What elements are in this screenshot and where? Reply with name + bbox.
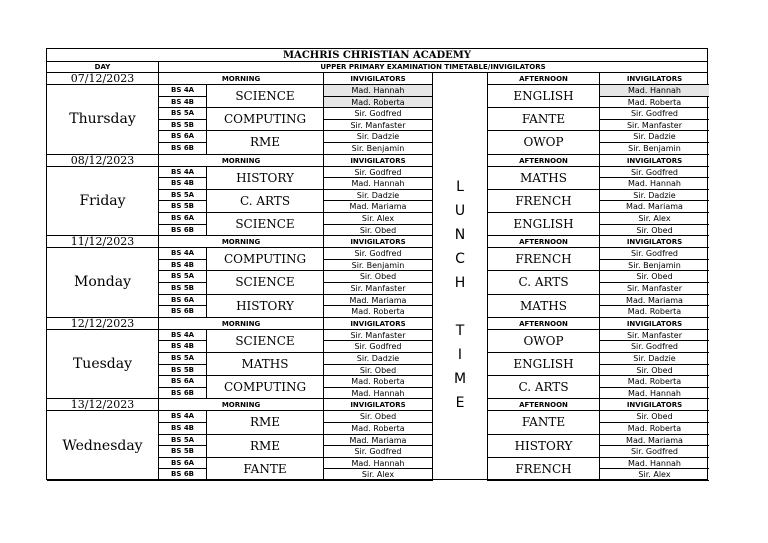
class-label: BS 4B	[159, 341, 207, 353]
afternoon-subject: HISTORY	[488, 435, 600, 458]
morning-invigilator: Sir. Obed	[324, 225, 433, 237]
morning-invigilator: Mad. Roberta	[324, 376, 433, 388]
afternoon-invigilator: Mad. Mariama	[600, 435, 709, 447]
morning-subject: COMPUTING	[207, 248, 324, 271]
afternoon-header: AFTERNOON	[488, 399, 600, 411]
morning-invigilators-header: INVIGILATORS	[324, 73, 433, 85]
lunch-letter: T	[455, 323, 465, 339]
afternoon-subject: FRENCH	[488, 458, 600, 481]
morning-invigilator: Sir. Godfred	[324, 108, 433, 120]
class-label: BS 6A	[159, 376, 207, 388]
morning-header: MORNING	[159, 155, 324, 167]
class-label: BS 4A	[159, 248, 207, 260]
morning-subject: RME	[207, 435, 324, 458]
morning-subject: HISTORY	[207, 167, 324, 190]
morning-invigilator: Sir. Manfaster	[324, 120, 433, 132]
afternoon-invigilator: Sir. Obed	[600, 365, 709, 377]
afternoon-invigilator: Mad. Hannah	[600, 85, 709, 97]
afternoon-invigilator: Sir. Alex	[600, 469, 709, 481]
class-label: BS 6B	[159, 225, 207, 237]
lunch-letter: H	[454, 275, 466, 291]
subheader-row	[47, 62, 707, 73]
class-label: BS 6B	[159, 143, 207, 155]
afternoon-invigilator: Sir. Godfred	[600, 167, 709, 179]
morning-subject: C. ARTS	[207, 190, 324, 213]
morning-header: MORNING	[159, 399, 324, 411]
day-column-header: DAY	[47, 62, 159, 72]
class-label: BS 4B	[159, 260, 207, 272]
morning-invigilator: Sir. Godfred	[324, 446, 433, 458]
afternoon-header: AFTERNOON	[488, 236, 600, 248]
morning-invigilator: Mad. Hannah	[324, 85, 433, 97]
day-name: Tuesday	[47, 330, 159, 400]
afternoon-subject: ENGLISH	[488, 353, 600, 376]
afternoon-subject: ENGLISH	[488, 85, 600, 108]
morning-subject: HISTORY	[207, 295, 324, 318]
afternoon-invigilator: Mad. Roberta	[600, 306, 709, 318]
afternoon-invigilator: Mad. Mariama	[600, 201, 709, 213]
class-label: BS 5B	[159, 201, 207, 213]
timetable-subtitle: UPPER PRIMARY EXAMINATION TIMETABLE/INVIGILATORS	[320, 63, 546, 71]
morning-invigilator: Sir. Alex	[324, 213, 433, 225]
exam-date: 12/12/2023	[47, 318, 159, 330]
afternoon-invigilator: Sir. Benjamin	[600, 143, 709, 155]
afternoon-invigilators-header: INVIGILATORS	[600, 73, 709, 85]
afternoon-invigilator: Sir. Manfaster	[600, 120, 709, 132]
day-name: Wednesday	[47, 411, 159, 481]
class-label: BS 6A	[159, 131, 207, 143]
morning-invigilator: Sir. Manfaster	[324, 283, 433, 295]
class-label: BS 4B	[159, 178, 207, 190]
afternoon-invigilator: Mad. Roberta	[600, 97, 709, 109]
class-label: BS 6A	[159, 295, 207, 307]
afternoon-invigilator: Sir. Dadzie	[600, 353, 709, 365]
morning-invigilator: Sir. Benjamin	[324, 260, 433, 272]
day-name: Monday	[47, 248, 159, 318]
afternoon-invigilator: Sir. Obed	[600, 225, 709, 237]
morning-invigilators-header: INVIGILATORS	[324, 236, 433, 248]
morning-invigilator: Sir. Manfaster	[324, 330, 433, 342]
morning-invigilator: Sir. Dadzie	[324, 190, 433, 202]
morning-invigilator: Mad. Roberta	[324, 306, 433, 318]
afternoon-invigilator: Sir. Manfaster	[600, 283, 709, 295]
class-label: BS 4B	[159, 97, 207, 109]
afternoon-subject: ENGLISH	[488, 213, 600, 236]
afternoon-invigilator: Sir. Obed	[600, 411, 709, 423]
afternoon-subject: C. ARTS	[488, 271, 600, 294]
class-label: BS 5A	[159, 353, 207, 365]
morning-subject: COMPUTING	[207, 376, 324, 399]
class-label: BS 6B	[159, 469, 207, 481]
morning-subject: RME	[207, 411, 324, 434]
morning-header: MORNING	[159, 318, 324, 330]
lunch-time-column	[433, 73, 488, 481]
morning-invigilators-header: INVIGILATORS	[324, 155, 433, 167]
afternoon-subject: FRENCH	[488, 190, 600, 213]
exam-date: 13/12/2023	[47, 399, 159, 411]
afternoon-subject: MATHS	[488, 167, 600, 190]
lunch-letter: N	[454, 227, 466, 243]
afternoon-invigilator: Mad. Hannah	[600, 178, 709, 190]
afternoon-invigilator: Sir. Obed	[600, 271, 709, 283]
day-name: Thursday	[47, 85, 159, 155]
afternoon-subject: OWOP	[488, 330, 600, 353]
class-label: BS 5B	[159, 120, 207, 132]
afternoon-invigilator: Mad. Roberta	[600, 376, 709, 388]
class-label: BS 6B	[159, 306, 207, 318]
class-label: BS 6B	[159, 388, 207, 400]
afternoon-invigilator: Mad. Hannah	[600, 458, 709, 470]
morning-subject: RME	[207, 131, 324, 154]
morning-subject: MATHS	[207, 353, 324, 376]
afternoon-invigilator: Sir. Alex	[600, 213, 709, 225]
afternoon-subject: FANTE	[488, 411, 600, 434]
class-label: BS 5A	[159, 108, 207, 120]
morning-invigilator: Mad. Hannah	[324, 458, 433, 470]
afternoon-invigilator: Mad. Hannah	[600, 388, 709, 400]
lunch-letter: U	[454, 203, 466, 219]
morning-invigilator: Sir. Alex	[324, 469, 433, 481]
afternoon-invigilator: Sir. Godfred	[600, 341, 709, 353]
morning-subject: SCIENCE	[207, 85, 324, 108]
class-label: BS 4B	[159, 423, 207, 435]
exam-date: 11/12/2023	[47, 236, 159, 248]
morning-invigilator: Mad. Mariama	[324, 295, 433, 307]
morning-invigilator: Sir. Dadzie	[324, 131, 433, 143]
morning-invigilator: Sir. Godfred	[324, 341, 433, 353]
class-label: BS 5B	[159, 365, 207, 377]
class-label: BS 6A	[159, 213, 207, 225]
afternoon-invigilators-header: INVIGILATORS	[600, 318, 709, 330]
afternoon-subject: FANTE	[488, 108, 600, 131]
class-label: BS 4A	[159, 411, 207, 423]
morning-subject: SCIENCE	[207, 271, 324, 294]
morning-invigilator: Sir. Godfred	[324, 167, 433, 179]
afternoon-invigilator: Mad. Mariama	[600, 295, 709, 307]
afternoon-invigilator: Sir. Dadzie	[600, 190, 709, 202]
afternoon-invigilators-header: INVIGILATORS	[600, 236, 709, 248]
exam-date: 08/12/2023	[47, 155, 159, 167]
class-label: BS 6A	[159, 458, 207, 470]
morning-invigilators-header: INVIGILATORS	[324, 318, 433, 330]
morning-invigilator: Mad. Hannah	[324, 178, 433, 190]
afternoon-invigilators-header: INVIGILATORS	[600, 155, 709, 167]
morning-subject: SCIENCE	[207, 330, 324, 353]
morning-header: MORNING	[159, 236, 324, 248]
morning-subject: SCIENCE	[207, 213, 324, 236]
afternoon-invigilator: Sir. Godfred	[600, 108, 709, 120]
morning-invigilator: Sir. Godfred	[324, 248, 433, 260]
afternoon-header: AFTERNOON	[488, 73, 600, 85]
exam-date: 07/12/2023	[47, 73, 159, 85]
afternoon-invigilator: Sir. Manfaster	[600, 330, 709, 342]
afternoon-header: AFTERNOON	[488, 318, 600, 330]
class-label: BS 5B	[159, 446, 207, 458]
morning-invigilator: Sir. Dadzie	[324, 353, 433, 365]
morning-invigilator: Mad. Roberta	[324, 97, 433, 109]
morning-invigilators-header: INVIGILATORS	[324, 399, 433, 411]
afternoon-invigilator: Sir. Dadzie	[600, 131, 709, 143]
lunch-letter: C	[455, 251, 465, 267]
morning-invigilator: Sir. Obed	[324, 271, 433, 283]
afternoon-invigilator: Sir. Benjamin	[600, 260, 709, 272]
lunch-letter: M	[453, 371, 467, 387]
lunch-letter: L	[456, 179, 464, 195]
afternoon-invigilator: Sir. Godfred	[600, 248, 709, 260]
morning-invigilator: Mad. Mariama	[324, 435, 433, 447]
afternoon-invigilator: Sir. Godfred	[600, 446, 709, 458]
morning-invigilator: Sir. Obed	[324, 411, 433, 423]
morning-header: MORNING	[159, 73, 324, 85]
school-title: MACHRIS CHRISTIAN ACADEMY	[47, 49, 707, 62]
class-label: BS 4A	[159, 85, 207, 97]
morning-subject: COMPUTING	[207, 108, 324, 131]
class-label: BS 5A	[159, 190, 207, 202]
afternoon-subject: MATHS	[488, 295, 600, 318]
lunch-letter: I	[457, 347, 463, 363]
afternoon-invigilator: Mad. Roberta	[600, 423, 709, 435]
class-label: BS 4A	[159, 167, 207, 179]
morning-invigilator: Sir. Benjamin	[324, 143, 433, 155]
afternoon-invigilators-header: INVIGILATORS	[600, 399, 709, 411]
morning-invigilator: Mad. Mariama	[324, 201, 433, 213]
timetable-sheet	[46, 48, 708, 480]
morning-invigilator: Mad. Hannah	[324, 388, 433, 400]
afternoon-subject: OWOP	[488, 131, 600, 154]
afternoon-subject: FRENCH	[488, 248, 600, 271]
lunch-letter: E	[455, 395, 465, 411]
day-name: Friday	[47, 167, 159, 237]
class-label: BS 5B	[159, 283, 207, 295]
class-label: BS 5A	[159, 435, 207, 447]
class-label: BS 4A	[159, 330, 207, 342]
class-label: BS 5A	[159, 271, 207, 283]
morning-subject: FANTE	[207, 458, 324, 481]
afternoon-header: AFTERNOON	[488, 155, 600, 167]
morning-invigilator: Mad. Roberta	[324, 423, 433, 435]
morning-invigilator: Sir. Obed	[324, 365, 433, 377]
afternoon-subject: C. ARTS	[488, 376, 600, 399]
